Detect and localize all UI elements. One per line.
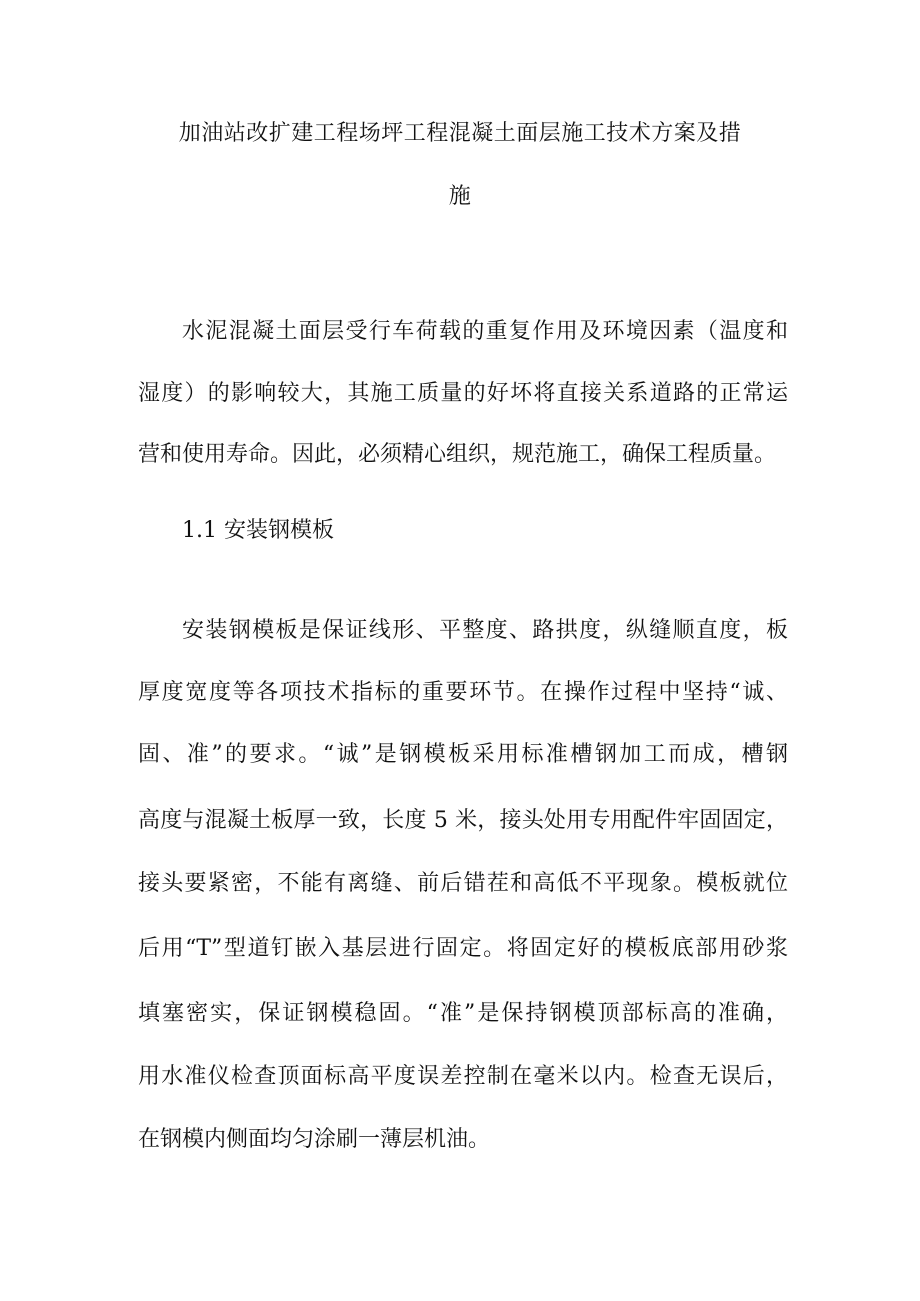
section-line-1: 安装钢模板是保证线形、平整度、路拱度，纵缝顺直度，板 <box>182 618 788 643</box>
section-line-7: 填塞密实，保证钢模稳固。“准”是保持钢模顶部标高的准确， <box>138 1001 788 1026</box>
section-line-9: 在钢模内侧面均匀涂刷一薄层机油。 <box>138 1127 491 1152</box>
section-line-4: 高度与混凝土板厚一致，长度 5 米，接头处用专用配件牢固固定， <box>138 808 788 833</box>
section-line-5: 接头要紧密，不能有离缝、前后错茬和高低不平现象。模板就位 <box>138 871 788 896</box>
intro-line-1: 水泥混凝土面层受行车荷载的重复作用及环境因素（温度和 <box>182 319 788 344</box>
document-title-line-2: 施 <box>448 184 472 209</box>
section-heading: 1.1 安装钢模板 <box>182 518 334 543</box>
section-line-8: 用水准仪检查顶面标高平度误差控制在毫米以内。检查无误后， <box>138 1064 788 1089</box>
section-line-2: 厚度宽度等各项技术指标的重要环节。在操作过程中坚持“诚、 <box>138 680 788 705</box>
intro-line-3: 营和使用寿命。因此，必须精心组织，规范施工，确保工程质量。 <box>138 442 777 467</box>
document-title-line-1: 加油站改扩建工程场坪工程混凝土面层施工技术方案及措 <box>178 121 742 146</box>
section-line-3: 固、准”的要求。“诚”是钢模板采用标准槽钢加工而成，槽钢 <box>138 742 788 767</box>
intro-line-2: 湿度）的影响较大，其施工质量的好坏将直接关系道路的正常运 <box>138 381 788 406</box>
section-line-6: 后用“T”型道钉嵌入基层进行固定。将固定好的模板底部用砂浆 <box>138 936 788 961</box>
